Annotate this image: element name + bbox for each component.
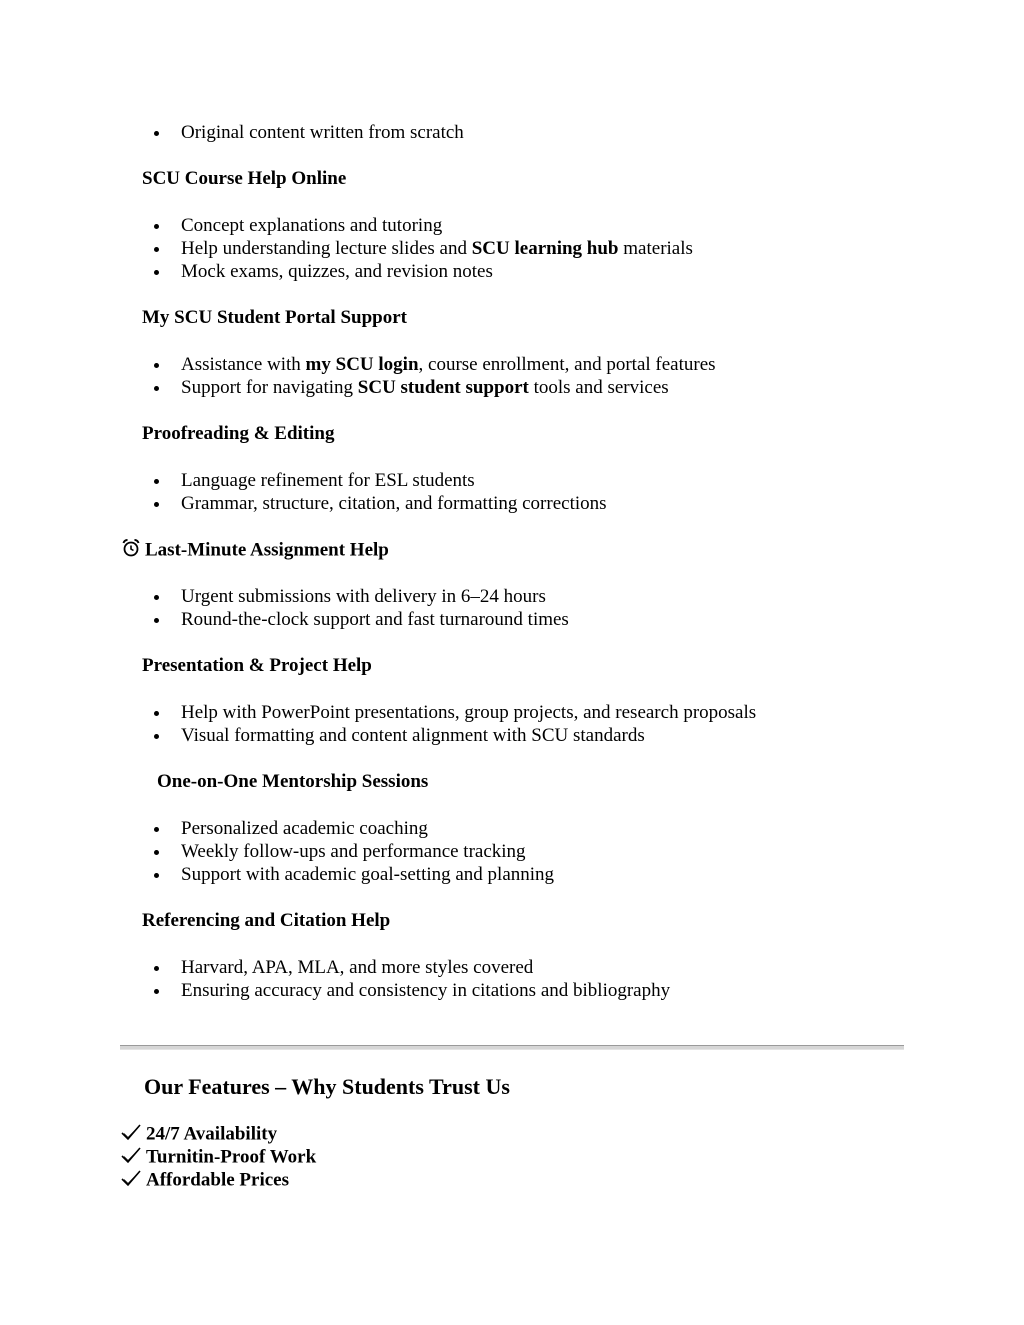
list-item (181, 863, 554, 886)
list-item-text: Mock exams, quizzes, and revision notes (181, 261, 493, 282)
list-item-text: Urgent submissions with delivery in 6–24 hours (181, 586, 546, 607)
feature-item-text: Turnitin-Proof Work (146, 1146, 317, 1168)
horizontal-divider (120, 1045, 904, 1050)
list-item-text: Visual formatting and content alignment with SCU standards (181, 725, 645, 746)
section-heading-proofreading: Proofreading & Editing (142, 423, 335, 444)
list-item-text: Grammar, structure, citation, and formatting corrections (181, 493, 607, 514)
list-item-text: Round-the-clock support and fast turnaround times (181, 609, 569, 630)
list-item (181, 492, 607, 515)
list-item (181, 701, 756, 724)
list-item (181, 237, 693, 260)
bold-keyword: SCU student support (357, 377, 529, 398)
section-heading-referencing: Referencing and Citation Help (142, 910, 391, 931)
list-item (181, 376, 669, 399)
list-item-text: Concept explanations and tutoring (181, 215, 443, 236)
list-item-text: Original content written from scratch (181, 122, 464, 143)
list-item-text: Help understanding lecture slides and (181, 238, 472, 259)
feature-item (120, 1168, 289, 1194)
section-heading-text: Last-Minute Assignment Help (145, 539, 389, 561)
list-item-text: Help with PowerPoint presentations, group projects, and research proposals (181, 702, 757, 723)
list-item (181, 956, 533, 979)
feature-item-text: Affordable Prices (146, 1169, 289, 1191)
list-item-text: , course enrollment, and portal features (418, 354, 716, 375)
list-item (181, 353, 716, 376)
list-item-text: Assistance with (181, 354, 306, 375)
section-heading-course-help: SCU Course Help Online (142, 168, 347, 189)
list-item-text: tools and services (528, 377, 669, 398)
list-item-text: Language refinement for ESL students (181, 470, 475, 491)
alarm-clock-icon (121, 538, 141, 564)
list-item (181, 840, 526, 863)
feature-item-text: 24/7 Availability (146, 1123, 278, 1145)
list-item-text: Harvard, APA, MLA, and more styles covered (181, 957, 534, 978)
list-item (181, 979, 670, 1002)
features-heading: Our Features – Why Students Trust Us (144, 1074, 510, 1099)
list-item (181, 817, 428, 840)
bold-keyword: SCU learning hub (471, 238, 619, 259)
list-item-text: Weekly follow-ups and performance tracking (181, 841, 526, 862)
list-item-text: Support with academic goal-setting and planning (181, 864, 555, 885)
list-item (181, 608, 569, 631)
bold-keyword: my SCU login (305, 354, 419, 375)
list-item (181, 214, 442, 237)
list-item-text: Ensuring accuracy and consistency in citations and bibliography (181, 980, 671, 1001)
list-item (181, 121, 464, 144)
list-item (181, 585, 546, 608)
check-mark-icon (120, 1168, 142, 1194)
list-item (181, 724, 645, 747)
list-item (181, 260, 493, 283)
section-heading-presentation: Presentation & Project Help (142, 655, 372, 676)
list-item-text: materials (618, 238, 693, 259)
list-item-text: Support for navigating (181, 377, 358, 398)
list-item (181, 469, 475, 492)
section-heading-mentorship: One-on-One Mentorship Sessions (157, 771, 429, 792)
section-heading-last-minute (121, 538, 389, 564)
list-item-text: Personalized academic coaching (181, 818, 428, 839)
section-heading-portal: My SCU Student Portal Support (142, 307, 407, 328)
